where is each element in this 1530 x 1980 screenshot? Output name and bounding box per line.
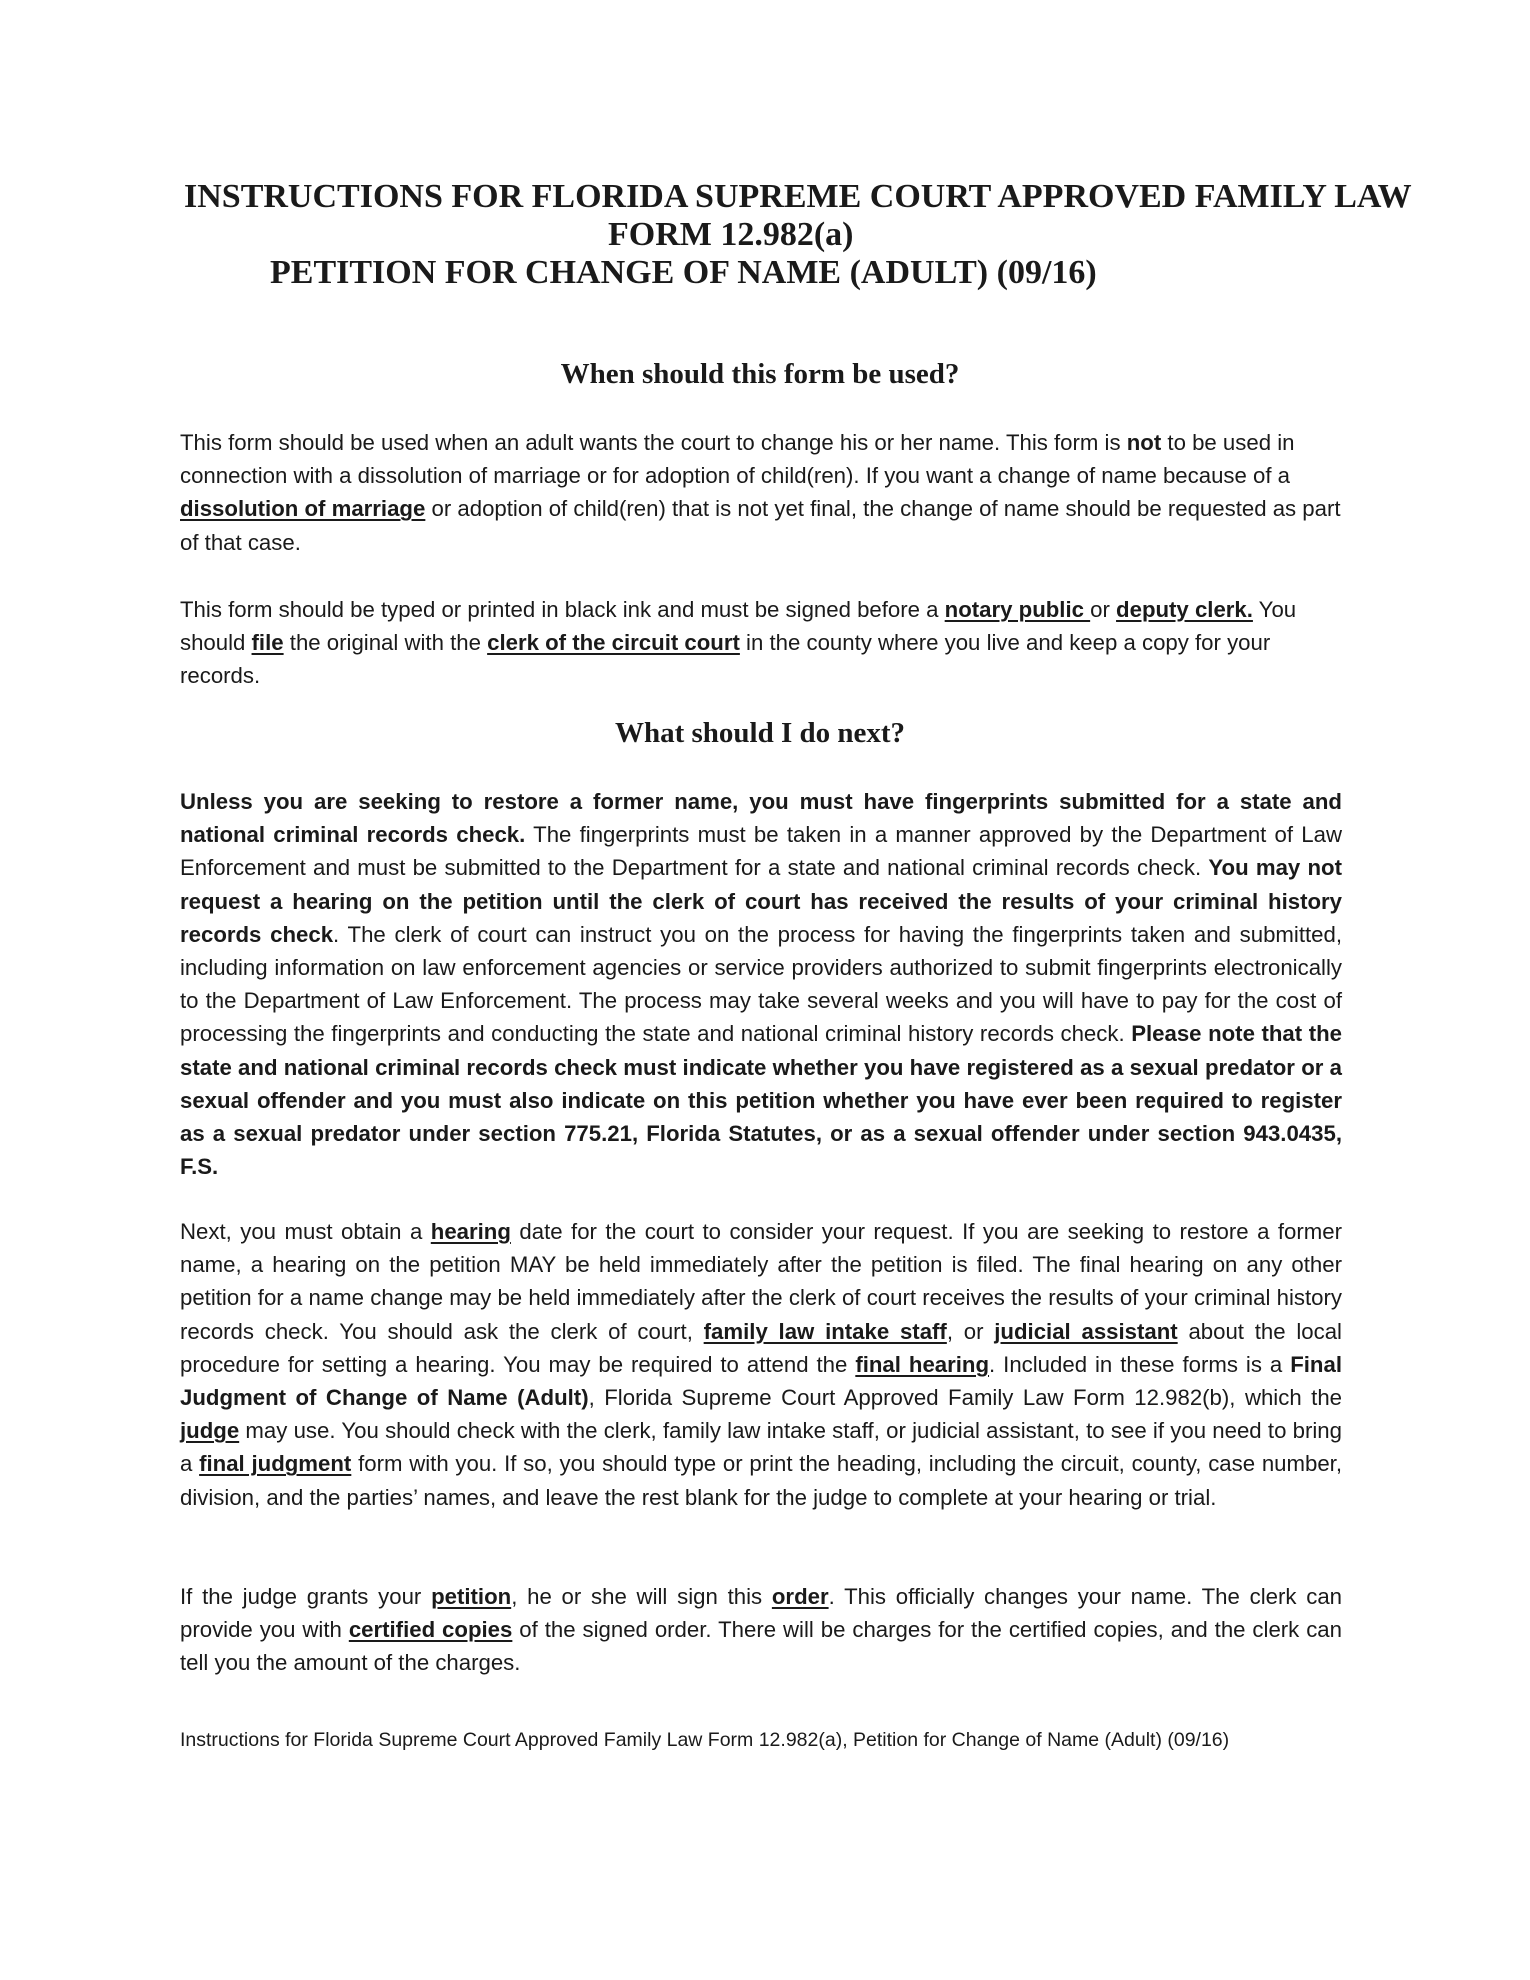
text-run: The fingerprints must be taken in a manner approved by the Department of Law Enforcement and must be submitted to the Department for a state and national criminal records check. [180,822,1342,881]
paragraph-when-used [180,426,1342,559]
link-judicial-assistant[interactable]: judicial assistant [994,1318,1178,1344]
text-run: date for the court to consider your request. If you are seeking to restore a former name, a hearing on the petition MAY be held immediately after the petition is filed. The final hearing on any other petition for a name change may be held immediately after the clerk of court receives the results of your criminal history records check. You should ask the clerk of court, [180,1219,1342,1344]
link-judge[interactable]: judge [180,1418,240,1444]
text-run: If the judge grants your [180,1584,432,1609]
title-line-3: PETITION FOR CHANGE OF NAME (ADULT) (09/16) [270,254,1097,291]
emphasis-fingerprints-required: Unless you are seeking to restore a former name, you must have fingerprints submitted for a state and national criminal records check. [180,789,1342,848]
text-run: You should [180,597,1297,656]
link-hearing[interactable]: hearing [430,1219,511,1244]
paragraph-hearing [180,1215,1342,1514]
text-run: or adoption of child(ren) that is not yet final, the change of name should be requested as part of that case. [180,496,1341,555]
paragraph-filing [180,593,1342,693]
link-file[interactable]: file [251,630,284,656]
text-run: , Florida Supreme Court Approved Family Law Form 12.982(b), which the [588,1385,1342,1411]
paragraph-fingerprints [180,785,1342,1183]
text-run: . The clerk of court can instruct you on the process for having the fingerprints taken and submitted, including information on law enforcement agencies or service providers authorized to submit fingerprints electronically to the Department of Law Enforcement. The process may take several weeks and you will have to pay for the cost of processing the fingerprints and conducting the state and national criminal history records check. [180,921,1342,1047]
link-final-judgment[interactable]: final judgment [199,1451,352,1477]
link-certified-copies[interactable]: certified copies [348,1617,513,1643]
text-run: to be used in connection with a dissolution of marriage or for adoption of child(ren). If you want a change of name because of a [180,430,1295,489]
paragraph-order [180,1580,1342,1680]
link-petition[interactable]: petition [431,1584,512,1609]
link-deputy-clerk[interactable]: deputy clerk. [1116,597,1253,622]
text-run: Next, you must obtain a [180,1219,431,1244]
text-run: . Included in these forms is a [989,1351,1291,1377]
emphasis-not: not [1126,430,1162,455]
text-run: or [1090,597,1117,622]
title-line-1: INSTRUCTIONS FOR FLORIDA SUPREME COURT APPROVED FAMILY LAW [184,178,1412,215]
text-run: of the signed order. There will be charges for the certified copies, and the clerk can tell you the amount of the charges. [180,1617,1342,1676]
emphasis-no-hearing-until-results: You may not request a hearing on the petition until the clerk of court has received the results of your criminal history records check [180,855,1342,947]
link-notary-public[interactable]: notary public [944,597,1091,622]
text-run: . This officially changes your name. The clerk can provide you with [180,1584,1342,1643]
title-line-2: FORM 12.982(a) [608,216,854,253]
link-final-hearing[interactable]: final hearing [855,1351,990,1377]
text-run: form with you. If so, you should type or print the heading, including the circuit, county, case number, division, and the parties’ names, and leave the rest blank for the judge to complete at your hearing or trial. [180,1451,1343,1510]
text-run: the original with the [283,630,488,656]
page-footer: Instructions for Florida Supreme Court Approved Family Law Form 12.982(a), Petition for Change of Name (Adult) (09/16) [180,1729,1230,1751]
link-order[interactable]: order [771,1584,829,1609]
document-title [180,178,1412,292]
text-run: This form should be typed or printed in black ink and must be signed before a [180,597,945,622]
section-heading-next-steps: What should I do next? [614,717,906,749]
text-run: , he or she will sign this [511,1584,772,1609]
section-heading-when-used: When should this form be used? [560,358,960,390]
text-run: in the county where you live and keep a copy for your records. [180,630,1271,689]
link-family-law-intake-staff[interactable]: family law intake staff [703,1318,947,1344]
text-run: about the local procedure for setting a hearing. You may be required to attend the [180,1318,1342,1377]
text-run: may use. You should check with the clerk, family law intake staff, or judicial assistant, to see if you need to bring a [180,1418,1342,1477]
link-clerk-of-circuit-court[interactable]: clerk of the circuit court [487,630,740,656]
emphasis-sexual-offender-notice: Please note that the state and national criminal records check must indicate whether you have registered as a sexual predator or a sexual offender and you must also indicate on this petition whether you have ever been required to register as a sexual predator under section 775.21, Florida Statutes, or as a sexual offender under section 943.0435, F.S. [180,1021,1342,1180]
emphasis-final-judgment-form: Final Judgment of Change of Name (Adult) [180,1351,1342,1411]
text-run: , or [946,1318,995,1344]
link-dissolution-of-marriage[interactable]: dissolution of marriage [180,496,426,522]
text-run: This form should be used when an adult wants the court to change his or her name. This form is [180,430,1127,455]
